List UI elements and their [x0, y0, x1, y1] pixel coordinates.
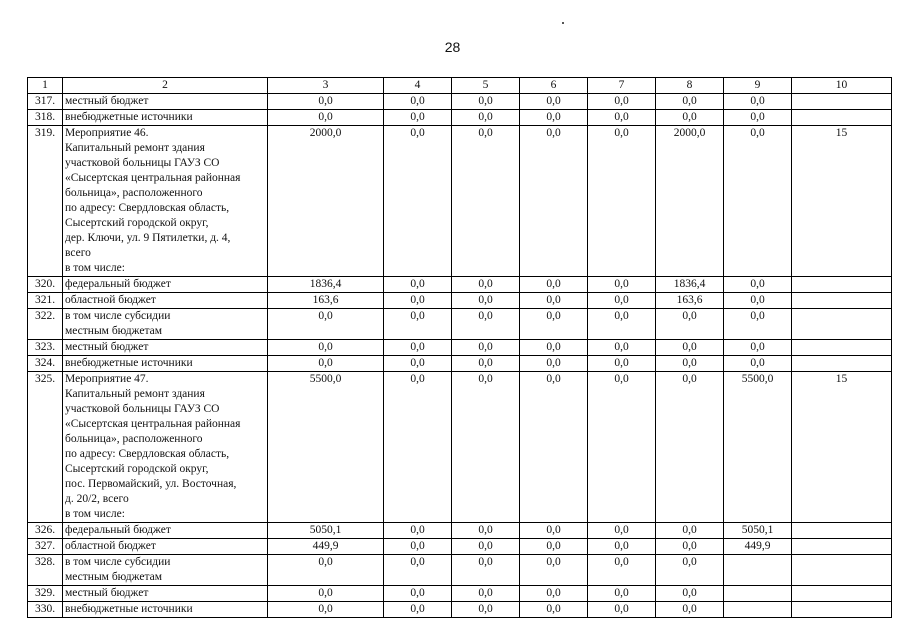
cell-col-3: 449,9 [268, 539, 384, 555]
table-row [28, 293, 892, 309]
description-line: в том числе субсидии [65, 310, 171, 322]
cell-col-9 [724, 586, 792, 602]
row-number: 321. [28, 293, 63, 309]
description-line: больница», расположенного [65, 187, 203, 199]
description-line: местный бюджет [65, 95, 149, 107]
cell-col-6: 0,0 [520, 523, 588, 539]
row-description [63, 372, 268, 523]
row-number: 323. [28, 340, 63, 356]
description-line: больница», расположенного [65, 433, 203, 445]
cell-col-9: 0,0 [724, 340, 792, 356]
cell-col-6: 0,0 [520, 309, 588, 340]
description-line: местный бюджет [65, 587, 149, 599]
cell-col-9: 0,0 [724, 110, 792, 126]
table-row [28, 94, 892, 110]
cell-col-5: 0,0 [452, 126, 520, 277]
cell-col-7: 0,0 [588, 356, 656, 372]
description-line: дер. Ключи, ул. 9 Пятилетки, д. 4, [65, 232, 231, 244]
row-number: 327. [28, 539, 63, 555]
cell-col-10 [792, 293, 892, 309]
cell-col-8: 0,0 [656, 555, 724, 586]
cell-col-8: 0,0 [656, 309, 724, 340]
table-row [28, 372, 892, 523]
cell-col-7: 0,0 [588, 372, 656, 523]
cell-col-3: 0,0 [268, 586, 384, 602]
row-number: 325. [28, 372, 63, 523]
cell-col-9: 0,0 [724, 356, 792, 372]
cell-col-6: 0,0 [520, 555, 588, 586]
cell-col-6: 0,0 [520, 277, 588, 293]
description-line: внебюджетные источники [65, 603, 193, 615]
cell-col-6: 0,0 [520, 586, 588, 602]
cell-col-4: 0,0 [384, 293, 452, 309]
table-row [28, 356, 892, 372]
cell-col-7: 0,0 [588, 555, 656, 586]
cell-col-5: 0,0 [452, 94, 520, 110]
description-line: местным бюджетам [65, 571, 162, 583]
cell-col-7: 0,0 [588, 277, 656, 293]
row-description [63, 126, 268, 277]
cell-col-8: 0,0 [656, 586, 724, 602]
cell-col-4: 0,0 [384, 602, 452, 618]
cell-col-5: 0,0 [452, 586, 520, 602]
cell-col-4: 0,0 [384, 340, 452, 356]
description-line: Мероприятие 47. [65, 373, 149, 385]
description-line: пос. Первомайский, ул. Восточная, [65, 478, 237, 490]
description-line: Сысертский городской округ, [65, 217, 209, 229]
row-number: 322. [28, 309, 63, 340]
cell-col-10 [792, 340, 892, 356]
cell-col-6: 0,0 [520, 293, 588, 309]
table-row [28, 126, 892, 277]
cell-col-8: 163,6 [656, 293, 724, 309]
cell-col-8: 0,0 [656, 523, 724, 539]
row-description [63, 340, 268, 356]
row-number: 329. [28, 586, 63, 602]
col-header-3: 3 [268, 78, 384, 94]
row-description [63, 555, 268, 586]
cell-col-3: 0,0 [268, 356, 384, 372]
cell-col-10: 15 [792, 126, 892, 277]
cell-col-3: 0,0 [268, 602, 384, 618]
cell-col-4: 0,0 [384, 555, 452, 586]
cell-col-10 [792, 523, 892, 539]
description-line: «Сысертская центральная районная [65, 172, 241, 184]
cell-col-5: 0,0 [452, 356, 520, 372]
cell-col-9: 5500,0 [724, 372, 792, 523]
cell-col-4: 0,0 [384, 372, 452, 523]
cell-col-8: 2000,0 [656, 126, 724, 277]
description-line: Мероприятие 46. [65, 127, 149, 139]
cell-col-6: 0,0 [520, 602, 588, 618]
description-line: федеральный бюджет [65, 278, 171, 290]
cell-col-10 [792, 309, 892, 340]
description-line: участковой больницы ГАУЗ СО [65, 403, 220, 415]
col-header-6: 6 [520, 78, 588, 94]
table-row [28, 523, 892, 539]
row-description [63, 539, 268, 555]
cell-col-4: 0,0 [384, 277, 452, 293]
cell-col-9: 0,0 [724, 277, 792, 293]
cell-col-10 [792, 586, 892, 602]
cell-col-6: 0,0 [520, 539, 588, 555]
row-description [63, 110, 268, 126]
cell-col-9: 0,0 [724, 94, 792, 110]
row-description [63, 309, 268, 340]
cell-col-10 [792, 94, 892, 110]
table-row [28, 277, 892, 293]
description-line: Капитальный ремонт здания [65, 142, 205, 154]
table-row [28, 555, 892, 586]
budget-table [27, 77, 892, 618]
row-number: 330. [28, 602, 63, 618]
cell-col-8: 0,0 [656, 539, 724, 555]
col-header-5: 5 [452, 78, 520, 94]
row-description [63, 523, 268, 539]
description-line: «Сысертская центральная районная [65, 418, 241, 430]
row-number: 326. [28, 523, 63, 539]
cell-col-9 [724, 602, 792, 618]
row-number: 318. [28, 110, 63, 126]
cell-col-7: 0,0 [588, 340, 656, 356]
cell-col-5: 0,0 [452, 110, 520, 126]
cell-col-3: 0,0 [268, 94, 384, 110]
header-row [28, 78, 892, 94]
description-line: участковой больницы ГАУЗ СО [65, 157, 220, 169]
table-row [28, 340, 892, 356]
description-line: всего [65, 247, 91, 259]
table-body [28, 94, 892, 618]
cell-col-5: 0,0 [452, 277, 520, 293]
cell-col-4: 0,0 [384, 523, 452, 539]
table-row [28, 309, 892, 340]
row-number: 317. [28, 94, 63, 110]
cell-col-7: 0,0 [588, 293, 656, 309]
cell-col-6: 0,0 [520, 126, 588, 277]
cell-col-6: 0,0 [520, 356, 588, 372]
row-description [63, 602, 268, 618]
table-row [28, 539, 892, 555]
cell-col-4: 0,0 [384, 356, 452, 372]
description-line: местным бюджетам [65, 325, 162, 337]
cell-col-10 [792, 555, 892, 586]
cell-col-7: 0,0 [588, 94, 656, 110]
cell-col-7: 0,0 [588, 110, 656, 126]
col-header-7: 7 [588, 78, 656, 94]
row-description [63, 356, 268, 372]
page-number: 28 [444, 39, 461, 55]
col-header-9: 9 [724, 78, 792, 94]
cell-col-8: 0,0 [656, 356, 724, 372]
cell-col-3: 2000,0 [268, 126, 384, 277]
cell-col-9: 5050,1 [724, 523, 792, 539]
cell-col-4: 0,0 [384, 309, 452, 340]
cell-col-8: 0,0 [656, 602, 724, 618]
description-line: д. 20/2, всего [65, 493, 129, 505]
table-row [28, 586, 892, 602]
description-line: в том числе: [65, 508, 125, 520]
scan-speck [562, 22, 564, 24]
cell-col-8: 1836,4 [656, 277, 724, 293]
table-row [28, 110, 892, 126]
cell-col-3: 5500,0 [268, 372, 384, 523]
description-line: в том числе субсидии [65, 556, 171, 568]
cell-col-4: 0,0 [384, 586, 452, 602]
cell-col-5: 0,0 [452, 602, 520, 618]
cell-col-9 [724, 555, 792, 586]
row-description [63, 293, 268, 309]
description-line: областной бюджет [65, 294, 156, 306]
cell-col-10 [792, 356, 892, 372]
cell-col-7: 0,0 [588, 309, 656, 340]
table-row [28, 602, 892, 618]
row-number: 324. [28, 356, 63, 372]
cell-col-5: 0,0 [452, 555, 520, 586]
cell-col-10 [792, 277, 892, 293]
cell-col-9: 0,0 [724, 309, 792, 340]
row-description [63, 277, 268, 293]
description-line: областной бюджет [65, 540, 156, 552]
cell-col-10 [792, 110, 892, 126]
cell-col-5: 0,0 [452, 372, 520, 523]
row-number: 320. [28, 277, 63, 293]
cell-col-7: 0,0 [588, 539, 656, 555]
cell-col-10 [792, 602, 892, 618]
description-line: внебюджетные источники [65, 357, 193, 369]
description-line: Капитальный ремонт здания [65, 388, 205, 400]
cell-col-3: 0,0 [268, 309, 384, 340]
cell-col-3: 163,6 [268, 293, 384, 309]
cell-col-7: 0,0 [588, 586, 656, 602]
cell-col-3: 0,0 [268, 340, 384, 356]
cell-col-6: 0,0 [520, 340, 588, 356]
cell-col-4: 0,0 [384, 110, 452, 126]
cell-col-5: 0,0 [452, 293, 520, 309]
col-header-8: 8 [656, 78, 724, 94]
cell-col-8: 0,0 [656, 372, 724, 523]
cell-col-4: 0,0 [384, 539, 452, 555]
col-header-2: 2 [63, 78, 268, 94]
col-header-10: 10 [792, 78, 892, 94]
cell-col-5: 0,0 [452, 523, 520, 539]
cell-col-6: 0,0 [520, 94, 588, 110]
description-line: местный бюджет [65, 341, 149, 353]
cell-col-9: 0,0 [724, 293, 792, 309]
cell-col-3: 0,0 [268, 110, 384, 126]
cell-col-7: 0,0 [588, 602, 656, 618]
description-line: по адресу: Свердловская область, [65, 202, 230, 214]
cell-col-10: 15 [792, 372, 892, 523]
cell-col-5: 0,0 [452, 539, 520, 555]
cell-col-9: 449,9 [724, 539, 792, 555]
cell-col-10 [792, 539, 892, 555]
cell-col-6: 0,0 [520, 372, 588, 523]
cell-col-8: 0,0 [656, 94, 724, 110]
col-header-4: 4 [384, 78, 452, 94]
cell-col-9: 0,0 [724, 126, 792, 277]
row-number: 319. [28, 126, 63, 277]
cell-col-6: 0,0 [520, 110, 588, 126]
row-description [63, 94, 268, 110]
row-number: 328. [28, 555, 63, 586]
cell-col-7: 0,0 [588, 523, 656, 539]
cell-col-8: 0,0 [656, 110, 724, 126]
cell-col-4: 0,0 [384, 94, 452, 110]
row-description [63, 586, 268, 602]
description-line: по адресу: Свердловская область, [65, 448, 230, 460]
description-line: внебюджетные источники [65, 111, 193, 123]
description-line: федеральный бюджет [65, 524, 171, 536]
cell-col-8: 0,0 [656, 340, 724, 356]
col-header-1: 1 [28, 78, 63, 94]
cell-col-5: 0,0 [452, 309, 520, 340]
cell-col-3: 1836,4 [268, 277, 384, 293]
cell-col-3: 5050,1 [268, 523, 384, 539]
cell-col-5: 0,0 [452, 340, 520, 356]
description-line: в том числе: [65, 262, 125, 274]
description-line: Сысертский городской округ, [65, 463, 209, 475]
cell-col-4: 0,0 [384, 126, 452, 277]
cell-col-3: 0,0 [268, 555, 384, 586]
cell-col-7: 0,0 [588, 126, 656, 277]
